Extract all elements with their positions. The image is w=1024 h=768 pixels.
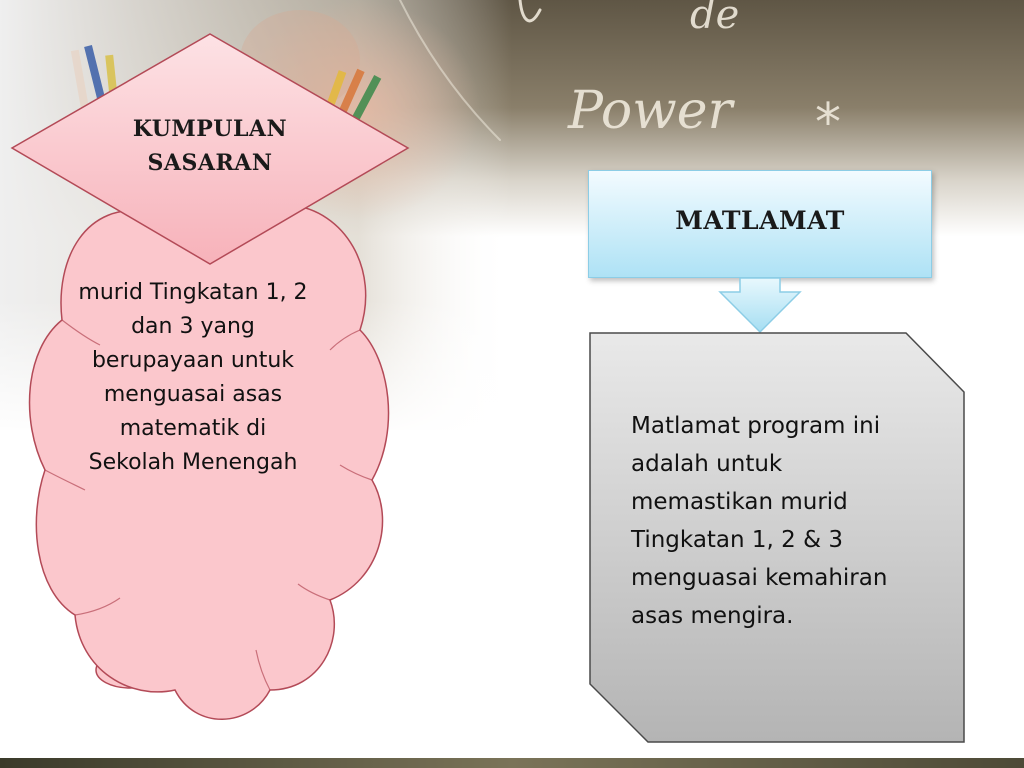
chalk-text-de: de [690,0,740,38]
target-group-label-line2: SASARAN [147,150,273,176]
target-group-description: murid Tingkatan 1, 2 dan 3 yang berupayaan untuk menguasai asas matematik di Sekolah Menengah [78,280,308,475]
chalk-star: * [815,93,841,153]
goal-description: Matlamat program ini adalah untuk memastikan murid Tingkatan 1, 2 & 3 menguasai kemahiran asas mengira. [631,413,888,629]
bottom-strip [0,758,1024,768]
target-group-label-line1: KUMPULAN [132,116,288,142]
goal-title: MATLAMAT [675,205,845,235]
chalk-text-power: Power [568,81,733,141]
